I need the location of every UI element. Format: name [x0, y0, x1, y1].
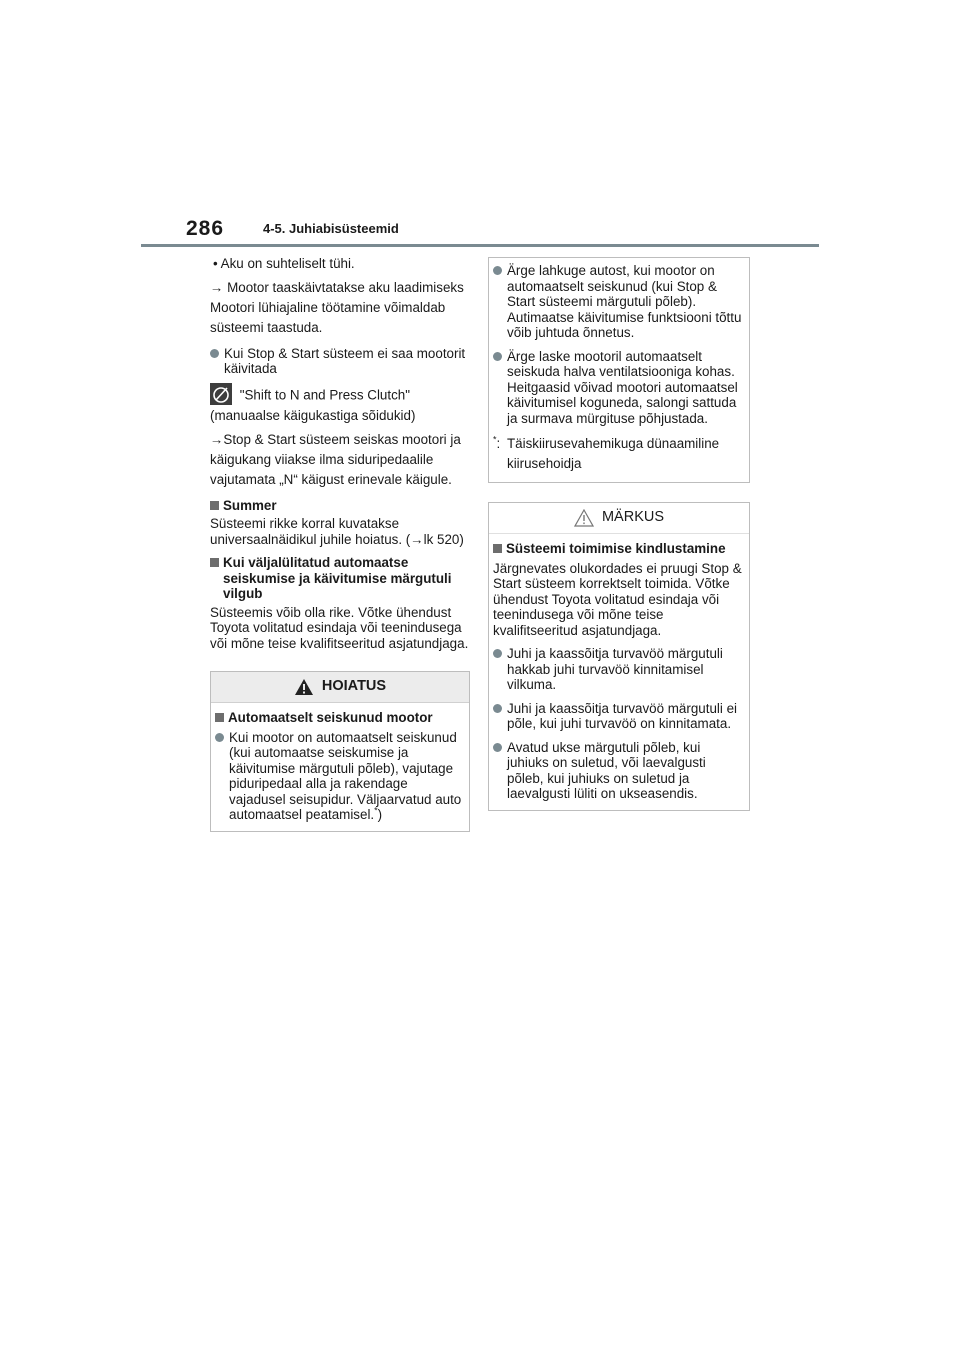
notice-bullet-text: Avatud ukse märgutuli põleb, kui juhiuks on suletud, või laevalgusti põleb, kui juhiuks on suletud ja laevalgusti lüliti on ukseasendis.	[507, 739, 706, 801]
notice-sub-title: Süsteemi toimimise kindlustamine	[506, 541, 726, 556]
warning-bullet	[215, 730, 463, 823]
warning-subheading	[215, 710, 463, 726]
notice-bullet	[493, 646, 743, 693]
bullet-dot	[210, 349, 219, 358]
notice-bullet-text: Juhi ja kaassõitja turvavöö märgutuli hakkab juhi turvavöö kinnitamisel vilkuma.	[507, 646, 723, 692]
footnote-asterisk: *	[374, 805, 378, 816]
notice-bullet	[493, 701, 743, 732]
warning-bullet-main: Kui mootor on automaatselt seiskunud (kui automaatse seiskumise ja käivitumise märgutuli põleb), vajutage piduripedaal alla ja rakendage vajadusel seisupidur. Väljaarvatud auto automaatsel peatamisel.	[229, 729, 462, 822]
notice-box-header	[489, 503, 749, 534]
square-bullet	[210, 501, 219, 510]
bullet-dot	[493, 649, 502, 658]
notice-triangle-icon	[574, 509, 594, 527]
shift-warning-icon	[210, 383, 232, 405]
footnote	[493, 434, 743, 474]
notice-bullet	[493, 740, 743, 802]
square-bullet	[210, 558, 219, 567]
battery-result: → Mootor taaskäivtatakse aku laadimiseks Mootori lühiajaline töötamine võimaldab süsteemi taastuda.	[210, 279, 464, 335]
notice-box-body	[489, 534, 749, 810]
page-number: 286	[186, 217, 225, 240]
blink-text: Süsteemis võib olla rike. Võtke ühendust Toyota volitatud esindaja või teenindusega või mõne teise kvalifitseeritud asjatundjaga.	[210, 604, 469, 651]
shift-message-text: "Shift to N and Press Clutch" (manuaalse käigukastiga sõidukid)	[210, 387, 416, 423]
cont-bullet-2	[493, 349, 743, 427]
right-column	[488, 257, 750, 811]
notice-subheading	[493, 541, 743, 557]
bullet-dot	[493, 266, 502, 275]
bullet-dot	[493, 704, 502, 713]
footnote-mark	[493, 434, 507, 474]
warning-sub-title: Automaatselt seiskunud mootor	[228, 710, 433, 725]
cont-bullet-1-text: Ärge lahkuge autost, kui mootor on automaatselt seiskunud (kui Stop & Start süsteemi märgutuli põleb). Autimaatse käivitumise funktsiooni tõttu võib juhtuda õnnetus.	[507, 263, 742, 340]
warning-box-body	[211, 703, 469, 831]
footnote-asterisk: *	[493, 434, 497, 445]
warning-continued-body	[489, 258, 749, 482]
notice-heading: MÄRKUS	[601, 509, 665, 526]
square-bullet	[215, 713, 224, 722]
blink-heading	[210, 555, 470, 602]
warning-box-header	[211, 672, 469, 703]
footnote-text: Täiskiirusevahemikuga dünaamiline kiirusehoidja	[507, 436, 720, 471]
bullet-dot	[493, 352, 502, 361]
bullet-text: Kui Stop & Start süsteem ei saa mootorit käivitada	[224, 345, 466, 376]
warning-box	[210, 671, 470, 832]
square-bullet	[493, 544, 502, 553]
notice-intro: Järgnevates olukordades ei pruugi Stop & Start süsteem korrektselt toimida. Võtke ühendust Toyota volitatud esindaja või teenindusega või mõne teise kvalifitseeritud asjatundjaga.	[493, 560, 742, 638]
blink-title: Kui väljalülitatud automaatse seiskumise ja käivitumise märgutuli vilgub	[223, 555, 452, 601]
warning-heading: HOIATUS	[321, 678, 387, 695]
left-column	[210, 256, 470, 832]
bullet-dot	[215, 733, 224, 742]
summer-title: Summer	[223, 497, 277, 513]
battery-item: • Aku on suhteliselt tühi.	[213, 256, 355, 271]
cont-bullet-1	[493, 263, 743, 341]
bullet-not-start	[210, 346, 470, 377]
shift-result: →Stop & Start süsteem seiskas mootori ja käigukang viiakse ilma siduripedaalile vajutamata „N“ käigust erinevale käigule.	[210, 431, 461, 487]
shift-message	[210, 385, 470, 424]
notice-box	[488, 502, 750, 811]
cont-bullet-2-text: Ärge laske mootoril automaatselt seiskuda halva ventilatsiooniga kohas. Heitgaasid võivad mootori automaatsel käivitumisel koguneda, salongi sattuda ja surmava mürgituse põhjustada.	[507, 348, 738, 426]
warning-triangle-icon	[294, 678, 314, 696]
summer-text: Süsteemi rikke korral kuvatakse universaalnäidikul juhile hoiatus. (→lk 520)	[210, 516, 464, 547]
header-rule	[141, 244, 819, 247]
footnote-colon: :	[496, 436, 501, 451]
notice-bullet-text: Juhi ja kaassõitja turvavöö märgutuli ei põle, kui juhi turvavöö on kinnitamata.	[507, 700, 737, 731]
warning-bullet-text	[229, 730, 463, 823]
bullet-dot	[493, 743, 502, 752]
summer-heading	[210, 498, 470, 514]
warning-continued-box	[488, 257, 750, 483]
warning-bullet-close: )	[377, 807, 383, 822]
section-title: 4-5. Juhiabisüsteemid	[263, 221, 399, 236]
